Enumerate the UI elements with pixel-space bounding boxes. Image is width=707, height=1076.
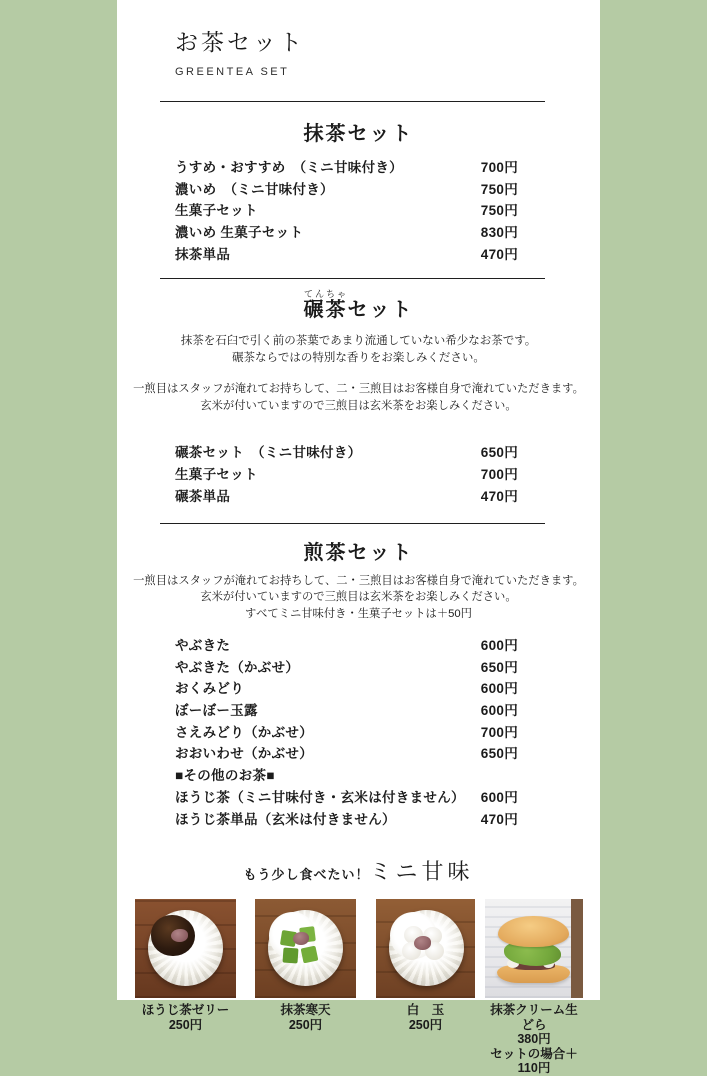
tencha-description [117, 333, 600, 366]
sencha-description [117, 573, 600, 623]
matcha-set-menu [175, 156, 518, 264]
sweet-item [485, 899, 583, 1076]
page-subtitle: GREENTEA SET [175, 66, 290, 78]
hojicha-jelly-photo [135, 899, 236, 998]
sencha-set-menu [175, 634, 518, 829]
menu-item-label: やぶきた（かぶせ） [175, 659, 300, 675]
menu-item [175, 485, 518, 507]
menu-item-label: ほうじ茶（ミニ甘味付き・玄米は付きません） [175, 789, 465, 805]
menu-item [175, 808, 518, 830]
menu-item-label: やぶきた [175, 638, 231, 653]
sweet-item [376, 899, 475, 1076]
menu-item [175, 243, 518, 265]
tencha-set-menu [175, 441, 518, 506]
menu-item-price: 650円 [480, 659, 518, 675]
mini-sweets-heading [117, 855, 600, 886]
description-line: 碾茶ならではの特別な香りをお楽しみください。 [232, 351, 485, 364]
tencha-heading-suffix: セット [347, 299, 414, 322]
sweet-caption [135, 1003, 236, 1032]
sweet-name: 抹茶クリーム生どら [490, 1003, 578, 1032]
menu-item-label: さえみどり（かぶせ） [175, 724, 313, 740]
menu-item-price: 600円 [480, 789, 518, 805]
menu-item-price: 700円 [480, 724, 518, 740]
red-bean-topping [414, 936, 431, 950]
menu-item-price: 750円 [480, 181, 518, 197]
menu-item-price: 830円 [480, 225, 518, 241]
menu-item-price: 470円 [480, 488, 518, 504]
menu-item-price: 700円 [480, 467, 518, 483]
menu-item [175, 199, 518, 221]
menu-page-panel [117, 0, 600, 1076]
menu-item [175, 441, 518, 463]
menu-item-label: ぼーぼー玉露 [175, 703, 258, 719]
menu-subheading [175, 764, 518, 786]
kanten-cube [282, 948, 298, 964]
sweet-item [135, 899, 236, 1076]
menu-item-label: おくみどり [175, 681, 244, 697]
sweet-price: 250円 [168, 1017, 203, 1032]
sencha-set-heading: 煎茶セット [303, 541, 414, 564]
page-header [117, 0, 600, 78]
menu-item [175, 156, 518, 178]
menu-item-price: 650円 [480, 445, 518, 461]
menu-item [175, 742, 518, 764]
mini-sweets-heading-large: ミニ甘味 [369, 859, 474, 885]
sweet-name: ほうじ茶ゼリー [141, 1003, 230, 1018]
menu-item-label: 碾茶セット （ミニ甘味付き） [175, 445, 362, 461]
menu-item-label: 生菓子セット [175, 467, 258, 483]
menu-item-label: 濃いめ （ミニ甘味付き） [175, 181, 334, 197]
page-title: お茶セット [175, 29, 305, 55]
tencha-set-heading [117, 289, 600, 322]
menu-item [175, 178, 518, 200]
menu-item-price: 470円 [480, 811, 518, 827]
menu-item-price: 700円 [480, 160, 518, 175]
menu-item-label: 濃いめ 生菓子セット [175, 225, 304, 241]
description-line: すべてミニ甘味付き・生菓子セットは＋50円 [245, 607, 472, 620]
description-line: 玄米が付いていますので三煎目は玄米茶をお楽しみください。 [200, 399, 517, 412]
description-line: 一煎目はスタッフが淹れてお持ちして、二・三煎目はお客様自身で淹れていただきます。 [133, 383, 584, 396]
menu-item [175, 221, 518, 243]
sweet-caption [255, 1003, 356, 1032]
menu-item [175, 656, 518, 678]
menu-item-label: 生菓子セット [175, 203, 258, 219]
sweet-price: 250円 [288, 1017, 323, 1032]
menu-item [175, 634, 518, 656]
red-bean-topping [293, 932, 309, 945]
menu-item-price: 600円 [480, 681, 518, 697]
description-line: 一煎目はスタッフが淹れてお持ちして、二・三煎目はお客様自身で淹れていただきます。 [133, 574, 584, 587]
sweet-price: 250円 [408, 1017, 443, 1032]
description-line: 玄米が付いていますので三煎目は玄米茶をお楽しみください。 [200, 591, 517, 603]
menu-subheading-label: ■その他のお茶■ [175, 768, 275, 784]
matcha-cream-dorayaki-photo [485, 899, 583, 998]
sweets-photo-row [135, 899, 600, 1076]
sweet-name: 白 玉 [406, 1003, 445, 1018]
menu-item-label: ほうじ茶単品（玄米は付きません） [175, 811, 396, 827]
divider-line [160, 101, 545, 102]
sweet-caption [376, 1003, 475, 1032]
menu-item-label: 碾茶単品 [175, 488, 231, 504]
menu-item-label: おおいわせ（かぶせ） [175, 746, 313, 762]
description-line: 抹茶を石臼で引く前の茶葉であまり流通していない希少なお茶です。 [180, 335, 537, 348]
menu-item-price: 470円 [480, 246, 518, 262]
matcha-kanten-photo [255, 899, 356, 998]
shiratama-photo [376, 899, 475, 998]
sweet-name: 抹茶寒天 [280, 1003, 331, 1018]
red-bean-topping [171, 929, 188, 942]
menu-item [175, 463, 518, 485]
menu-item-label: 抹茶単品 [175, 246, 231, 262]
menu-item-price: 600円 [480, 638, 518, 653]
menu-item [175, 699, 518, 721]
tencha-heading-base: 碾茶 [303, 299, 348, 322]
sweet-set-note: セットの場合＋110円 [490, 1046, 578, 1076]
matcha-set-heading: 抹茶セット [303, 123, 414, 145]
divider-line [160, 278, 545, 279]
mini-sweets-heading-small: もう少し食べたい！ [243, 867, 370, 883]
divider-line [160, 523, 545, 524]
tencha-furigana: てんちゃ [303, 289, 348, 300]
menu-item-price: 650円 [480, 746, 518, 762]
menu-item-price: 600円 [480, 703, 518, 719]
sweet-item [255, 899, 356, 1076]
menu-item [175, 677, 518, 699]
sweet-price: 380円 [517, 1032, 551, 1047]
menu-item [175, 721, 518, 743]
menu-item-label: うすめ・おすすめ （ミニ甘味付き） [175, 160, 403, 175]
tencha-brewing-note [117, 381, 600, 414]
dorayaki-top-pancake [498, 916, 569, 947]
menu-item-price: 750円 [480, 203, 518, 219]
menu-item [175, 786, 518, 808]
sweet-caption [485, 1003, 583, 1076]
